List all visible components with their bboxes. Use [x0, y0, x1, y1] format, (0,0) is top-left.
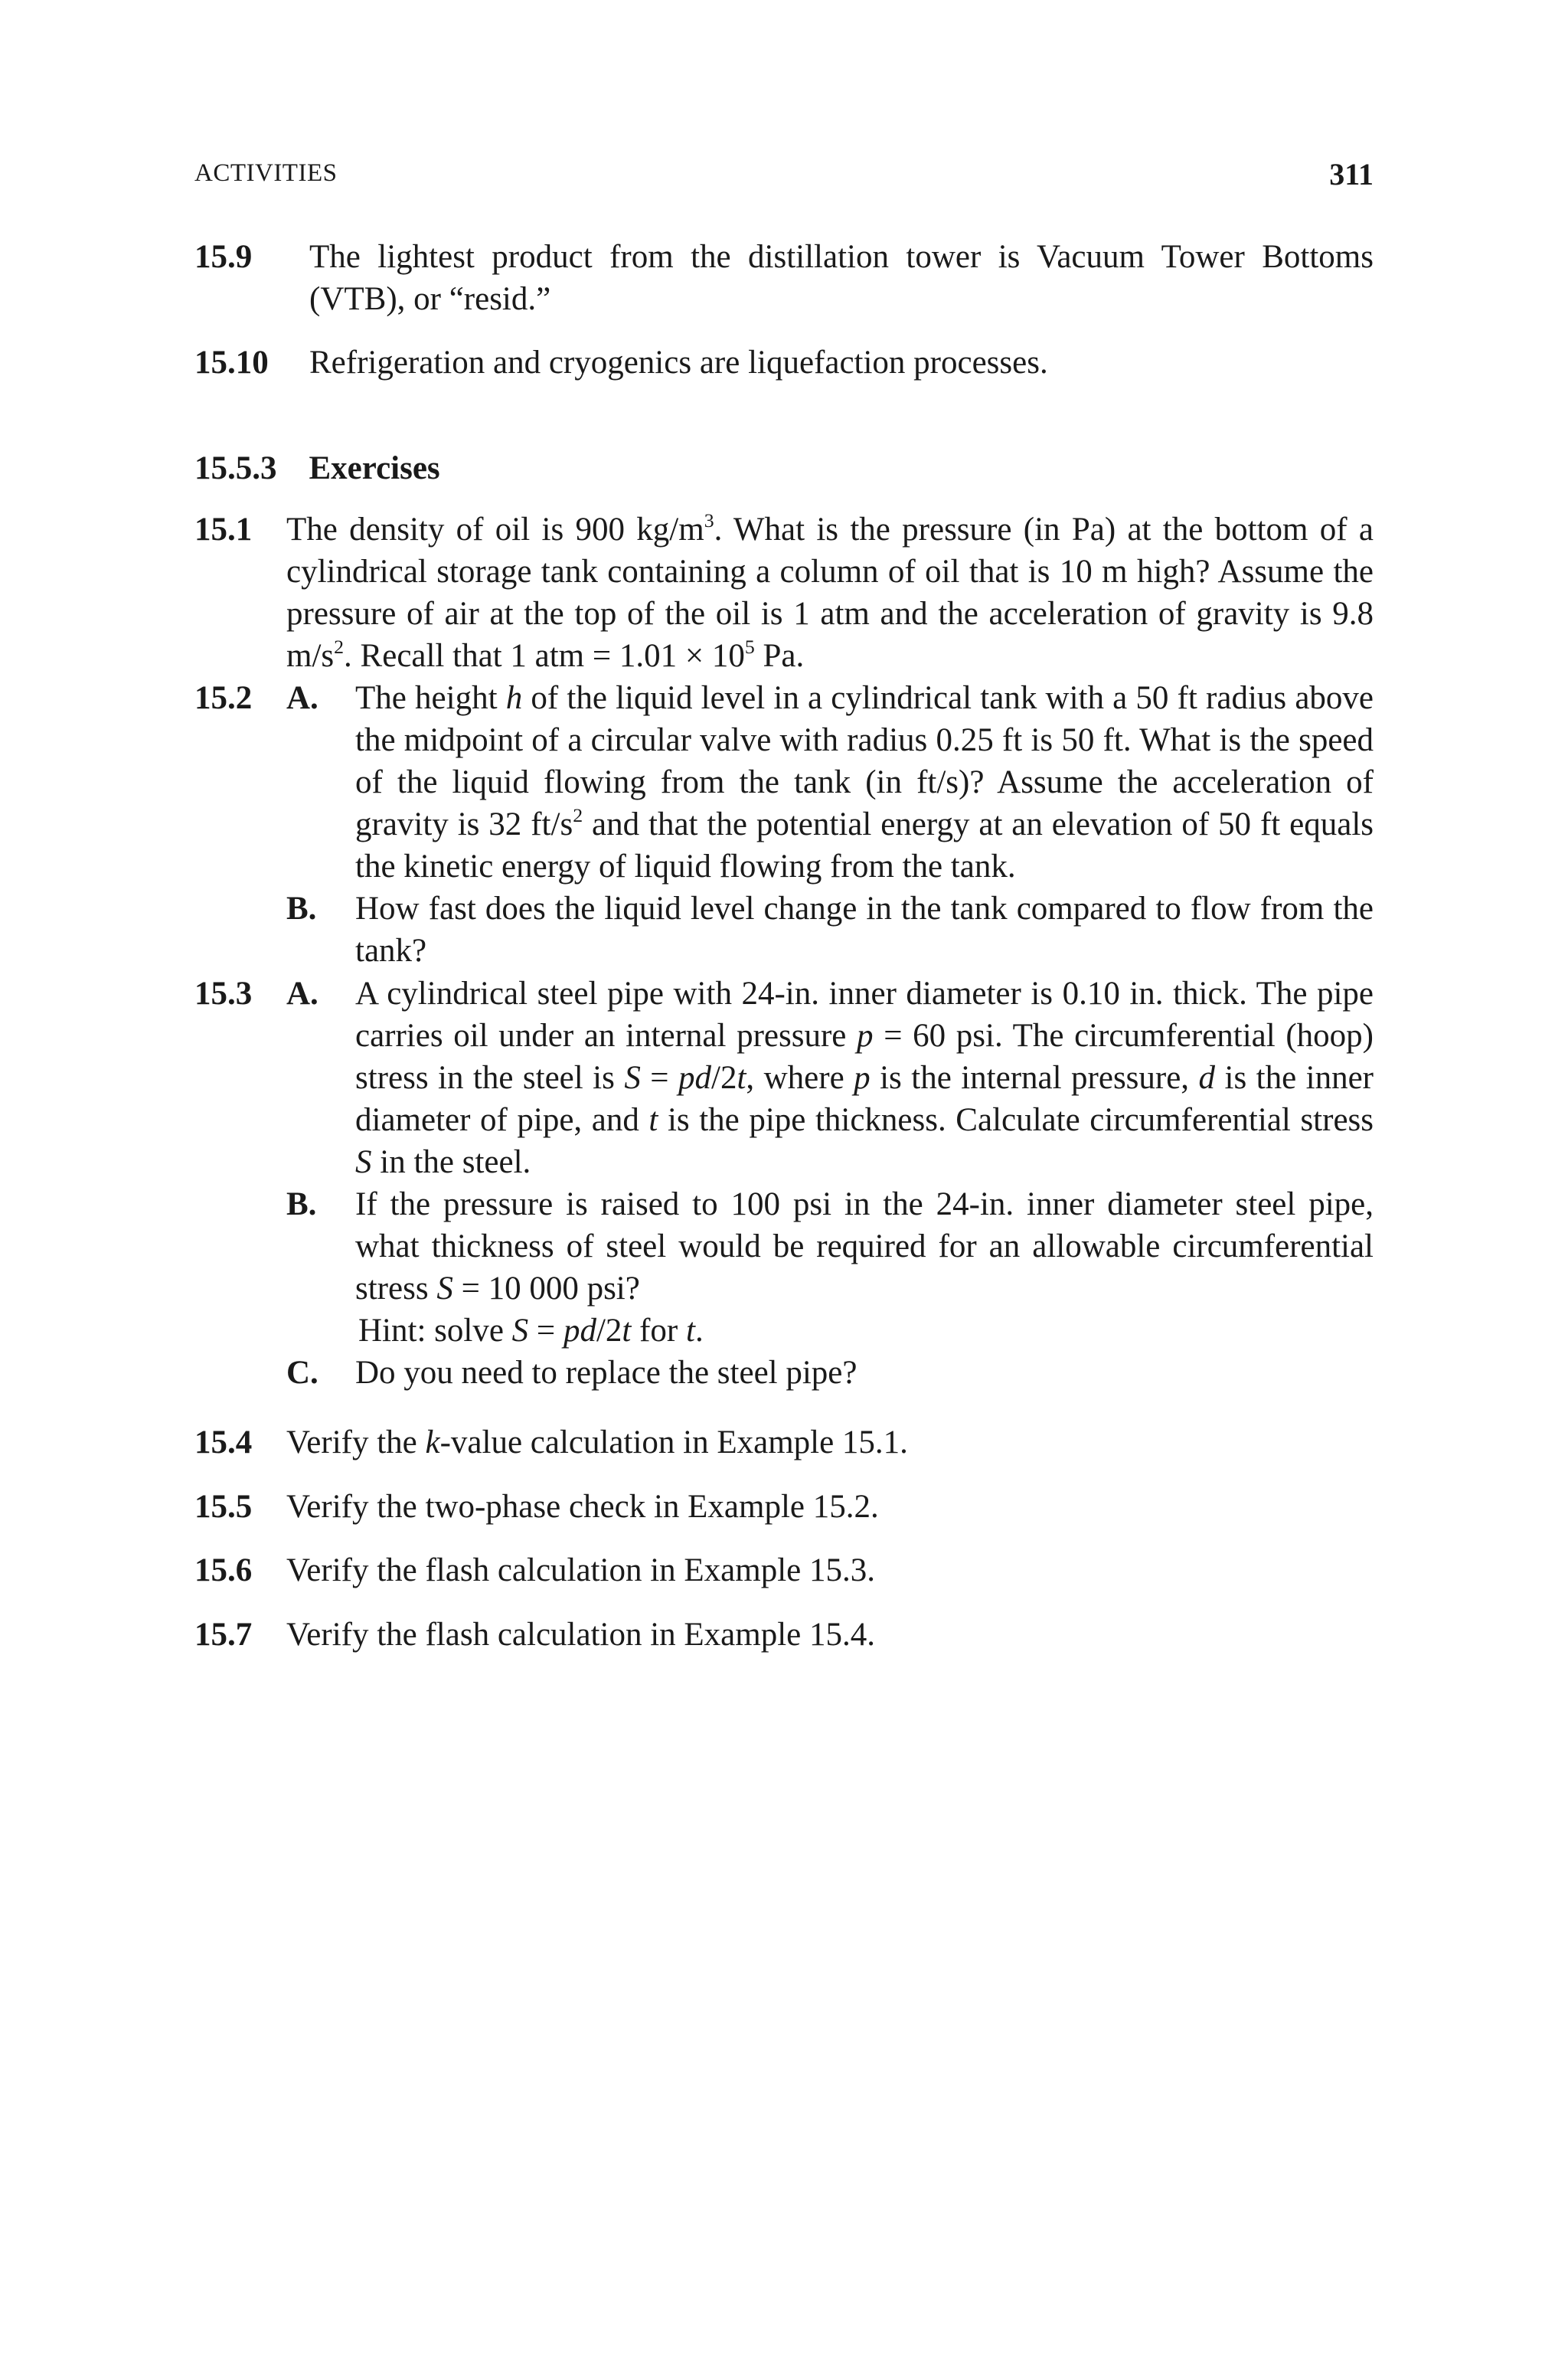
exercise-text: Verify the two-phase check in Example 15.2. [286, 1489, 879, 1525]
section-title: Exercises [309, 450, 440, 486]
part-label: B. [286, 891, 317, 927]
item-text: The lightest product from the distillation tower is Vacuum Tower Bottoms (VTB), or “resid.” [309, 239, 1374, 317]
part-text: How fast does the liquid level change in the tank compared to flow from the tank? [355, 891, 1374, 969]
exercise-part-b [286, 888, 1374, 972]
exercise-number: 15.6 [194, 1552, 253, 1588]
part-label: C. [286, 1355, 318, 1391]
exercise-text: Verify the k-value calculation in Example 15.1. [286, 1424, 908, 1460]
item-text: Refrigeration and cryogenics are liquefaction processes. [309, 345, 1048, 381]
exercise-number: 15.7 [194, 1617, 253, 1653]
part-text: Do you need to replace the steel pipe? [355, 1355, 858, 1391]
exercise-number: 15.1 [194, 512, 253, 548]
page-number: 311 [1329, 157, 1374, 191]
part-text: The height h of the liquid level in a cylindrical tank with a 50 ft radius above the midpoint of a circular valve with radius 0.25 ft is 50 ft. What is the speed of the liquid flowing from the tank (in ft/s)? Assume the acceleration of gravity is 32 $ft/s^2$ and that the potential energy at an elevation of 50 ft equals the kinetic energy of liquid flowing from the tank. [355, 680, 1374, 885]
exercise-number: 15.4 [194, 1424, 253, 1460]
exercise-parts [286, 973, 1374, 1394]
part-label: B. [286, 1186, 317, 1222]
exercise-part-a [286, 677, 1374, 888]
hint-text: Hint: solve S = pd/2t for t. [358, 1313, 704, 1349]
part-text: A cylindrical steel pipe with 24-in. inner diameter is 0.10 in. thick. The pipe carries oil under an internal pressure p = 60 psi. The circumferential (hoop) stress in the steel is S = pd/2t, where p is the internal pressure, d is the inner diameter of pipe, and t is the pipe thickness. Calculate circumferential stress S in the steel. [355, 976, 1374, 1180]
part-label: A. [286, 680, 318, 716]
section-heading [194, 447, 440, 489]
exercise-number: 15.5 [194, 1489, 253, 1525]
exercise-parts [286, 677, 1374, 972]
item-number: 15.9 [194, 239, 253, 275]
section-number: 15.5.3 [194, 450, 277, 486]
exercise-part-b [286, 1183, 1374, 1352]
exercise-part-a [286, 973, 1374, 1183]
exercise-text: The density of oil is 900 $kg/m^3$. What is the pressure (in Pa) at the bottom of a cylindrical storage tank containing a column of oil that is 10 m high? Assume the pressure of air at the top of the oil is 1 atm and the acceleration of gravity is 9.8 $m/s^2$. Recall that 1 atm = $1.01 \times 10^5$ Pa. [286, 509, 1374, 674]
exercise-number: 15.2 [194, 680, 253, 716]
running-title: ACTIVITIES [194, 159, 338, 187]
part-label: A. [286, 976, 318, 1012]
running-header [194, 156, 1374, 195]
part-text: If the pressure is raised to 100 psi in the 24-in. inner diameter steel pipe, what thickness of steel would be required for an allowable circumferential stress S = 10 000 psi? [355, 1186, 1374, 1307]
item-number: 15.10 [194, 345, 269, 381]
exercise-text: Verify the flash calculation in Example 15.3. [286, 1552, 875, 1588]
exercise-part-c [286, 1352, 1374, 1394]
exercise-text: Verify the flash calculation in Example 15.4. [286, 1617, 875, 1653]
exercise-number: 15.3 [194, 976, 253, 1012]
